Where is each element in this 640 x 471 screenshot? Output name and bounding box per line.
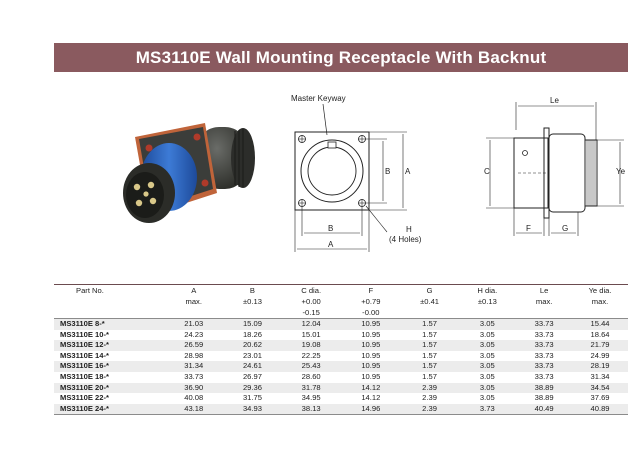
cell-b: 31.75 [242, 393, 262, 403]
cell-h: 3.05 [479, 371, 495, 381]
front-view-drawing [283, 90, 443, 265]
cell-le: 33.73 [534, 329, 554, 339]
cell-part-no: MS3110E 12-* [54, 340, 164, 351]
cell-ye: 37.69 [590, 393, 610, 403]
cell-f: 14.12 [361, 393, 381, 403]
holes-note: (4 Holes) [389, 235, 422, 244]
cell-h: 3.05 [458, 361, 516, 372]
table-row [54, 319, 628, 330]
cell-c: 22.25 [301, 350, 321, 360]
cell-g: 2.39 [401, 383, 459, 394]
cell-ye: 24.99 [590, 350, 610, 360]
header-part-no: Part No. [76, 286, 104, 295]
header-b: B ±0.13 [242, 286, 262, 306]
header-ye-dia: Ye dia. max. [588, 286, 612, 306]
cell-ye: 21.79 [572, 340, 628, 351]
cell-part-no: MS3110E 10-* [60, 329, 109, 339]
cell-a: 21.03 [164, 319, 224, 330]
dim-ye-label: Ye [616, 167, 626, 176]
header-h-dia: H dia. ±0.13 [477, 286, 498, 306]
dim-b-vertical: B [385, 167, 391, 176]
dim-le-label: Le [550, 96, 559, 105]
cell-g: 1.57 [401, 361, 459, 372]
cell-b: 26.97 [242, 371, 262, 381]
cell-part-no: MS3110E 14-* [60, 350, 109, 360]
cell-le: 40.49 [516, 404, 572, 415]
cell-le: 33.73 [516, 319, 572, 330]
dim-a-vertical: A [405, 167, 411, 176]
cell-ye: 40.89 [572, 404, 628, 415]
header-a: A max. [185, 286, 202, 306]
cell-a: 36.90 [164, 383, 224, 394]
cell-c: 28.60 [301, 371, 321, 381]
cell-a: 43.18 [164, 404, 224, 415]
side-view-drawing [478, 90, 628, 240]
cell-a: 24.23 [184, 329, 204, 339]
dim-g-label: G [562, 224, 569, 233]
cell-f: 10.95 [361, 329, 381, 339]
cell-ye: 31.34 [590, 371, 610, 381]
cell-c: 25.43 [281, 361, 341, 372]
cell-le: 33.73 [534, 350, 554, 360]
cell-c: 38.13 [281, 404, 341, 415]
cell-f: 10.95 [341, 340, 401, 351]
cell-part-no: MS3110E 20-* [54, 383, 164, 394]
page-title: MS3110E Wall Mounting Receptacle With Backnut [54, 43, 628, 72]
cell-b: 15.09 [224, 319, 282, 330]
cell-b: 24.61 [224, 361, 282, 372]
table-row [54, 351, 628, 362]
cell-part-no: MS3110E 16-* [54, 361, 164, 372]
spec-table [54, 284, 628, 415]
cell-h: 3.05 [479, 350, 495, 360]
cell-b: 20.62 [224, 340, 282, 351]
cell-f: 10.95 [341, 319, 401, 330]
cell-f: 10.95 [341, 361, 401, 372]
header-le: Le max. [535, 286, 553, 306]
cell-part-no: MS3110E 8-* [54, 319, 164, 330]
cell-a: 40.08 [184, 393, 204, 403]
cell-f: 10.95 [361, 371, 381, 381]
cell-part-no: MS3110E 18-* [60, 371, 109, 381]
cell-g: 1.57 [422, 329, 437, 339]
cell-g: 1.57 [401, 319, 459, 330]
cell-g: 1.57 [422, 350, 437, 360]
cell-a: 28.98 [184, 350, 204, 360]
cell-le: 33.73 [534, 371, 554, 381]
cell-ye: 15.44 [572, 319, 628, 330]
table-row [54, 404, 628, 415]
header-c-dia: C dia. +0.00 -0.15 [301, 286, 322, 317]
table-header-row [54, 285, 628, 319]
cell-f: 10.95 [361, 350, 381, 360]
cell-f: 14.96 [341, 404, 401, 415]
master-keyway-label: Master Keyway [291, 94, 346, 103]
cell-le: 33.73 [516, 361, 572, 372]
cell-g: 1.57 [422, 371, 437, 381]
table-row [54, 330, 628, 341]
cell-le: 38.89 [516, 383, 572, 394]
cell-h: 3.05 [458, 319, 516, 330]
cell-g: 1.57 [401, 340, 459, 351]
dim-b-horizontal: B [328, 224, 334, 233]
dim-f-label: F [526, 224, 531, 233]
dim-h-label: H [406, 225, 412, 234]
cell-a: 26.59 [164, 340, 224, 351]
dim-a-horizontal: A [328, 240, 334, 249]
cell-c: 31.78 [281, 383, 341, 394]
cell-h: 3.05 [458, 383, 516, 394]
cell-ye: 18.64 [590, 329, 610, 339]
cell-ye: 34.54 [572, 383, 628, 394]
table-row [54, 340, 628, 351]
cell-b: 34.93 [224, 404, 282, 415]
table-row [54, 393, 628, 404]
header-g: G ±0.41 [420, 286, 440, 306]
table-row [54, 361, 628, 372]
cell-h: 3.05 [458, 340, 516, 351]
header-f: F +0.79 -0.00 [361, 286, 381, 317]
table-row [54, 383, 628, 394]
cell-part-no: MS3110E 24-* [54, 404, 164, 415]
dim-c-label: C [484, 167, 490, 176]
cell-part-no: MS3110E 22-* [60, 393, 109, 403]
cell-h: 3.05 [479, 329, 495, 339]
connector-photo [105, 115, 265, 250]
cell-le: 38.89 [534, 393, 554, 403]
cell-a: 31.34 [164, 361, 224, 372]
cell-f: 14.12 [341, 383, 401, 394]
cell-c: 12.04 [281, 319, 341, 330]
cell-b: 29.36 [224, 383, 282, 394]
table-row [54, 372, 628, 383]
cell-h: 3.73 [458, 404, 516, 415]
cell-g: 2.39 [401, 404, 459, 415]
cell-g: 2.39 [422, 393, 437, 403]
cell-h: 3.05 [479, 393, 495, 403]
cell-ye: 28.19 [572, 361, 628, 372]
cell-c: 34.95 [301, 393, 321, 403]
cell-b: 23.01 [242, 350, 262, 360]
cell-b: 18.26 [242, 329, 262, 339]
cell-le: 33.73 [516, 340, 572, 351]
cell-c: 15.01 [301, 329, 321, 339]
cell-a: 33.73 [184, 371, 204, 381]
cell-c: 19.08 [281, 340, 341, 351]
